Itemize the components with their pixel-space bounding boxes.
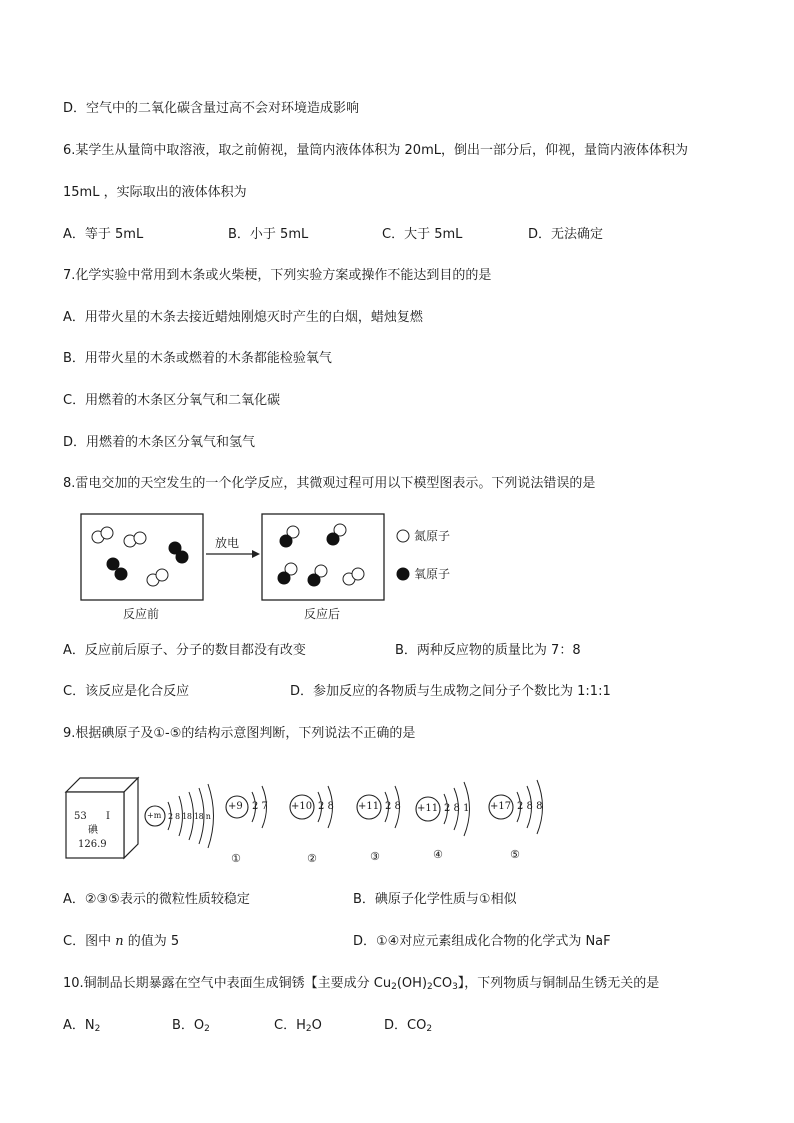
q5-option-d: D．空气中的二氧化碳含量过高不会对环境造成影响 [63,101,360,116]
atom-label: ⑤ [510,848,520,861]
nitrogen-atom [134,532,146,544]
q10-option-a-sub: 2 [94,1024,101,1034]
q9-option-a: A．②③⑤表示的微粒性质较稳定 [63,892,250,907]
q6-stem-line1: 6.某学生从量筒中取溶液，取之前俯视，量筒内液体体积为 20mL，倒出一部分后，仰视，量筒内液体体积为 [63,143,688,158]
legend-nitrogen-label: 氮原子 [414,529,451,543]
arrow-label: 放电 [215,536,240,550]
legend-nitrogen-icon [397,530,409,542]
atom-structure-svg [62,762,572,868]
q9-stem: 9.根据碘原子及①-⑤的结构示意图判断，下列说法不正确的是 [63,726,416,741]
atom-label: ② [307,852,317,865]
q6-stem-line2: 15mL ，实际取出的液体体积为 [63,185,247,200]
q8-option-b: B．两种反应物的质量比为 7：8 [395,643,581,658]
nitrogen-atom [352,568,364,580]
q6-option-a: A．等于 5mL [63,227,144,242]
element-name: 碘 [88,825,98,836]
q10-sub: 2 [427,982,433,992]
q9-option-c [63,933,179,951]
q10-option-c-sub: 2 [305,1024,312,1034]
nitrogen-atom [101,527,113,539]
shell-electrons: 2 7 [252,801,268,812]
q8-stem: 8.雷电交加的天空发生的一个化学反应，其微观过程可用以下模型图表示。下列说法错误的是 [63,476,596,491]
q10-stem-mid: (OH) [396,976,428,991]
q10-stem [63,975,659,993]
q10-option-d [384,1017,432,1035]
q7-stem: 7.化学实验中常用到木条或火柴梗，下列实验方案或操作不能达到目的的是 [63,268,492,283]
before-label: 反应前 [123,607,160,621]
q10-option-c [274,1017,322,1035]
shell-electrons: 2 8 8 [517,801,543,812]
legend-oxygen-icon [397,568,410,581]
q7-option-c: C．用燃着的木条区分氧气和二氧化碳 [63,393,281,408]
q6-option-c: C．大于 5mL [382,227,463,242]
q10-option-b-sub: 2 [204,1024,210,1034]
q10-option-c-post: O [311,1018,322,1033]
q6-option-d: D．无法确定 [528,227,604,242]
q9-option-d: D．①④对应元素组成化合物的化学式为 NaF [353,934,611,949]
q10-option-d-text: D．CO [384,1018,427,1033]
q9-option-c-pre: C．图中 [63,934,116,949]
arrow-head-icon [252,550,260,558]
shell-electrons: 2 8 18 18 n [168,812,211,821]
legend-oxygen-label: 氧原子 [414,567,451,581]
shell-electrons: 2 8 [385,801,401,812]
oxygen-atom [115,568,128,581]
q10-stem-post: 】，下列物质与铜制品生锈无关的是 [457,976,660,991]
oxygen-atom [327,533,340,546]
reaction-model-figure [78,508,478,626]
q10-option-b-text: B．O [172,1018,205,1033]
q8-option-c: C．该反应是化合反应 [63,684,190,699]
atom-label: ③ [370,850,380,863]
nucleus-charge: +10 [291,801,313,812]
q10-stem-co: CO [432,976,453,991]
element-mass: 126.9 [78,839,107,850]
element-card-side [124,778,138,858]
oxygen-atom [308,574,321,587]
nucleus-charge: +11 [358,801,380,812]
q10-stem-pre: 10.铜制品长期暴露在空气中表面生成铜锈【主要成分 Cu [63,976,392,991]
oxygen-atom [280,535,293,548]
q7-option-b: B．用带火星的木条或燃着的木条都能检验氧气 [63,351,332,366]
q10-option-c-text: C．H [274,1018,306,1033]
after-box [262,514,384,600]
after-label: 反应后 [304,607,341,621]
nucleus-charge: +9 [228,801,243,812]
q10-sub: 3 [452,982,458,992]
q10-sub: 2 [391,982,397,992]
nucleus-charge: +17 [490,801,512,812]
q10-option-a [63,1017,100,1035]
q9-option-c-var: n [115,934,124,949]
nucleus-charge: +11 [417,803,439,814]
q6-option-b: B．小于 5mL [228,227,309,242]
q10-option-d-sub: 2 [426,1024,433,1034]
atom-label: ④ [433,848,443,861]
oxygen-atom [278,572,291,585]
atom-label: ① [231,852,241,865]
oxygen-atom [176,551,189,564]
q7-option-a: A．用带火星的木条去接近蜡烛刚熄灭时产生的白烟，蜡烛复燃 [63,310,423,325]
element-symbol: I [106,811,110,822]
atom-structure-figure [62,762,572,868]
q9-option-c-post: 的值为 5 [123,934,180,949]
element-number: 53 [74,811,87,822]
shell-electrons: 2 8 [318,801,334,812]
q8-option-a: A．反应前后原子、分子的数目都没有改变 [63,643,306,658]
nucleus-charge: +m [147,811,162,820]
shell-electrons: 2 8 1 [444,803,470,814]
q8-option-d: D．参加反应的各物质与生成物之间分子个数比为 1:1:1 [290,684,611,699]
q10-option-a-text: A．N [63,1018,95,1033]
q7-option-d: D．用燃着的木条区分氧气和氢气 [63,435,256,450]
q10-option-b [172,1017,210,1035]
nitrogen-atom [156,569,168,581]
q9-option-b: B．碘原子化学性质与①相似 [353,892,517,907]
